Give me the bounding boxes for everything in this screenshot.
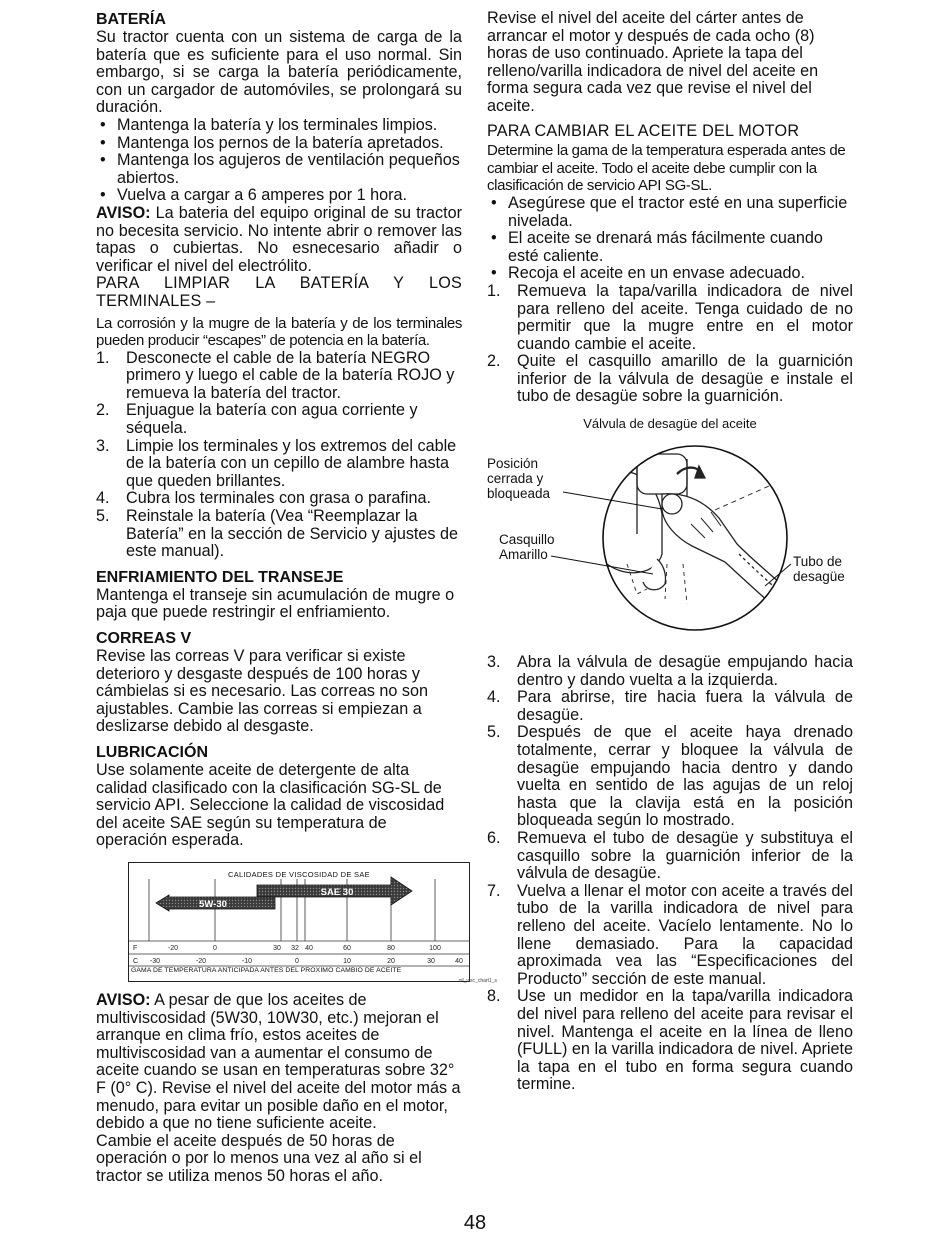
aviso-text: A pesar de que los aceites de multiviscosidad (5W30, 10W30, etc.) mejoran el arranque en clima frío, estos aceites de multiviscosidad van a aumentar el consumo de aceite cuando se usan en temperaturas sobre 32° F (0° C). Revise el nivel del aceite del motor más a menudo, para evitar un posible daño en el motor, debido a que no tiene suficiente aceite.: [96, 990, 461, 1133]
step-text: Remueva el tubo de desagüe y substituya el casquillo sobre la guarnición inferior de la válvula de desagüe.: [517, 829, 853, 883]
5w30-label: 5W-30: [199, 898, 227, 910]
label-line: desagüe: [793, 569, 845, 585]
step-text: Vuelva a llenar el motor con aceite a través del tubo de la varilla indicadora de nivel para relleno del aceite. Vacíelo lentamente. No lo llene demasiado. Para la capacidad aproximada vea las “Especificaciones del Producto” sección de este manual.: [517, 881, 853, 988]
viscosity-chart-graphic: [129, 875, 469, 967]
step-text: Quite el casquillo amarillo de la guarnición inferior de la válvula de desagüe e instale el tubo de desagüe sobre la guarnición.: [517, 352, 853, 406]
diagram-title: Válvula de desagüe del aceite: [583, 416, 757, 432]
transeje-text: Mantenga el transeje sin acumulación de mugre o paja que puede restringir el enfriamiento.: [96, 585, 455, 622]
list-item: • Mantenga la batería y los terminales limpios.: [96, 117, 462, 135]
step-number: 3.: [487, 653, 501, 672]
list-item: [96, 350, 462, 403]
tick-label: -10: [241, 957, 253, 965]
tick-label: 40: [455, 957, 463, 965]
right-intro: Revise el nivel del aceite del cárter antes de arrancar el motor y después de cada ocho (8) horas de uso continuado. Apriete la tapa del relleno/varilla indicadora de nivel del aceite en forma segura cada vez que revise el nivel del aceite.: [487, 9, 819, 115]
cambiar-heading: PARA CAMBIAR EL ACEITE DEL MOTOR: [487, 121, 800, 140]
cambiar-steps-b: [487, 654, 853, 1094]
step-text: Remueva la tapa/varilla indicadora de nivel para relleno del aceite. Tenga cuidado de no permitir que la mugre entre en el motor cuando cambie el aceite.: [517, 281, 853, 353]
tick-label: -20: [167, 944, 179, 952]
step-text: Use un medidor en la tapa/varilla indicadora del nivel para relleno del aceite para revisar el nivel. Mantenga el aceite en la línea de lleno (FULL) en la varilla indicadora de nivel. Apriete la tapa en el tubo en forma segura cuando termine.: [517, 987, 853, 1094]
step-text: Cubra los terminales con grasa o parafina.: [126, 489, 432, 508]
list-item: [487, 883, 853, 989]
label-line: cerrada y: [487, 471, 544, 487]
step-number: 1.: [487, 281, 501, 300]
aviso-label: AVISO:: [96, 203, 151, 222]
tick-label: 0: [213, 944, 217, 952]
list-item: [487, 654, 853, 689]
aviso2-text2: Cambie el aceite después de 50 horas de operación o por lo menos una vez al año si el tractor se utiliza menos 50 horas el año.: [96, 1131, 422, 1185]
list-item: • El aceite se drenará más fácilmente cuando esté caliente.: [487, 230, 853, 265]
step-number: 1.: [96, 348, 110, 367]
list-item: • Recoja el aceite en un envase adecuado.: [487, 265, 853, 283]
list-item: • Mantenga los agujeros de ventilación pequeños abiertos.: [96, 152, 462, 187]
label-line: bloqueada: [487, 486, 551, 502]
list-item: [487, 689, 853, 724]
cambiar-intro: Determine la gama de la temperatura esperada antes de cambiar el aceite. Todo el aceite debe cumplir con la clasificación de servicio API SG-SL.: [487, 142, 846, 195]
list-item: [487, 283, 853, 353]
label-line: Amarillo: [499, 547, 548, 563]
valve-illustration: [487, 414, 853, 650]
tick-label: 80: [387, 944, 395, 952]
aviso-label: AVISO:: [96, 990, 151, 1009]
step-number: 5.: [487, 723, 501, 742]
limpiar-steps: [96, 350, 462, 561]
list-item: [96, 402, 462, 437]
list-item: • Asegúrese que el tractor esté en una superficie nivelada.: [487, 195, 853, 230]
viscosity-chart-code: oil_visc_chart1_s: [458, 978, 497, 985]
list-item: [96, 508, 462, 561]
list-item: • Mantenga los pernos de la batería apretados.: [96, 135, 462, 153]
aviso-text: La bateria del equipo original de su tractor no becesita servicio. No intente abrir o remover las tapas o cubiertas. No esnecesario añadir o verificar el nivel del electrólito.: [96, 203, 462, 275]
bateria-bullets: [96, 117, 462, 205]
tick-label: 30: [273, 944, 281, 952]
step-text: Desconecte el cable de la batería NEGRO primero y luego el cable de la batería ROJO y remueva la batería del tractor.: [126, 348, 455, 402]
lubricacion-text: Use solamente aceite de detergente de alta calidad clasificado con la clasificación SG-SL de servicio API. Seleccione la calidad de viscosidad del aceite SAE según su temperatura de operación esperada.: [96, 760, 445, 850]
bateria-aviso: [96, 205, 462, 275]
step-number: 3.: [96, 436, 110, 455]
limpiar-heading: PARA LIMPIAR LA BATERÍA Y LOS TERMINALES –: [96, 274, 462, 310]
c-axis-label: C: [133, 957, 139, 965]
step-number: 5.: [96, 507, 110, 526]
viscosity-chart: [128, 862, 497, 985]
step-text: Reinstale la batería (Vea “Reemplazar la Batería” en la sección de Servicio y ajustes de este manual).: [126, 507, 459, 561]
tick-label: -30: [149, 957, 161, 965]
step-number: 8.: [487, 987, 501, 1006]
list-item: [487, 724, 853, 830]
correas-text: Revise las correas V para verificar si existe deterioro y desgaste después de 100 horas y cámbielas si es necesario. Las correas no son ajustables. Cambie las correas si empiezan a deslizarse debido al desgaste.: [96, 647, 429, 736]
tick-label: 0: [295, 957, 299, 965]
step-number: 4.: [487, 688, 501, 707]
limpiar-intro: La corrosión y la mugre de la batería y de los terminales pueden producir “escapes” de potencia en la batería.: [96, 314, 462, 350]
drain-valve-diagram: [487, 414, 853, 650]
tick-label: 30: [427, 957, 435, 965]
tick-label: 40: [305, 944, 313, 952]
transeje-heading: ENFRIAMIENTO DEL TRANSEJE: [96, 568, 344, 586]
list-item: [487, 988, 853, 1094]
step-text: Abra la válvula de desagüe empujando hacia dentro y dando vuelta a la izquierda.: [517, 653, 853, 689]
list-item: [487, 353, 853, 406]
tick-label: -20: [195, 957, 207, 965]
list-item: • Vuelva a cargar a 6 amperes por 1 hora.: [96, 187, 462, 205]
tick-label: 32: [291, 944, 299, 952]
sae30-label: SAE 30: [320, 886, 354, 898]
step-number: 6.: [487, 829, 501, 847]
step-number: 2.: [487, 352, 501, 371]
label-line: Posición: [487, 456, 539, 472]
viscosity-chart-footer: GAMA DE TEMPERATURA ANTICIPADA ANTES DEL PROXIMO CAMBIO DE ACEITE: [131, 967, 402, 975]
list-item: [96, 490, 462, 508]
f-axis: [133, 945, 441, 952]
tick-label: 60: [343, 944, 351, 952]
step-number: 2.: [96, 401, 110, 420]
lubricacion-heading: LUBRICACIÓN: [96, 743, 208, 761]
f-axis-label: F: [133, 944, 138, 952]
step-number: 4.: [96, 489, 110, 508]
left-column: [96, 10, 497, 1185]
cambiar-steps-a: [487, 283, 853, 406]
label-line: Casquillo: [499, 532, 555, 548]
correas-heading: CORREAS V: [96, 630, 192, 647]
viscosity-chart-title: CALIDADES DE VISCOSIDAD DE SAE: [228, 869, 370, 879]
step-text: Después de que el aceite haya drenado totalmente, cerrar y bloquee la válvula de desagüe empujando hacia dentro y dando vuelta en sentido de las agujas de un reloj hasta que la clavija está en la posición bloqueada según lo mostrado.: [517, 723, 853, 830]
step-number: 7.: [487, 881, 501, 900]
tick-label: 10: [343, 957, 351, 965]
list-item: [96, 438, 462, 491]
step-text: Limpie los terminales y los extremos del cable de la batería con un cepillo de alambre hasta que queden brillantes.: [126, 436, 457, 490]
aviso2: [96, 992, 462, 1133]
cambiar-bullets: [487, 195, 853, 283]
step-text: Enjuague la batería con agua corriente y séquela.: [126, 401, 418, 438]
list-item: [487, 830, 853, 883]
bateria-heading: BATERÍA: [96, 11, 166, 28]
bateria-intro: Su tractor cuenta con un sistema de carga de la batería que es suficiente para el uso normal. Sin embargo, si se carga la batería periódicamente, con un cargador de automóviles, se prolongará su duración.: [96, 28, 462, 117]
tick-label: 100: [429, 944, 441, 952]
step-text: Para abrirse, tire hacia fuera la válvula de desagüe.: [517, 688, 853, 724]
tick-label: 20: [387, 957, 395, 965]
page-number: 48: [463, 1212, 487, 1234]
right-column: [487, 10, 853, 1094]
label-line: Tubo de: [793, 554, 843, 570]
